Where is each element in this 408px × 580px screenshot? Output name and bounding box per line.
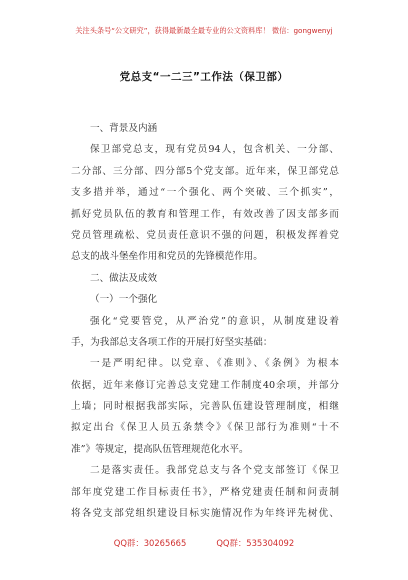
paragraph-line: 党员管理疏松、党员责任意识不强的问题，积极发挥着党 bbox=[71, 229, 339, 241]
document-title: 党总支“一二三”工作法（保卫部） bbox=[119, 71, 289, 83]
paragraph-line: 一是严明纪律。以党章、《准则》、《条例》为根本 bbox=[90, 358, 339, 370]
footer-qq-group-1: QQ群：30265665 bbox=[113, 538, 187, 548]
document-body bbox=[71, 118, 339, 524]
paragraph-line: 抓好党员队伍的教育和管理工作，有效改善了因支部多而 bbox=[71, 208, 339, 220]
footer-contacts bbox=[0, 537, 408, 549]
subsection-heading: （一）一个强化 bbox=[90, 294, 158, 306]
section-heading: 二、做法及成效 bbox=[90, 272, 158, 284]
paragraph-line: 依据，近年来修订完善总支党建工作制度40余项，并部分 bbox=[71, 379, 339, 391]
paragraph-line: 上墙；同时根据我部实际，完善队伍建设管理制度，相继 bbox=[71, 401, 339, 413]
paragraph-line: 拟定出台《保卫人员五条禁令》《保卫部行为准则“十不 bbox=[71, 422, 339, 434]
paragraph-line: 二分部、三分部、四分部5个党支部。近年来，保卫部党总 bbox=[71, 165, 339, 177]
paragraph-line: 将各党支部党组织建设目标实施情况作为年终评先树优、 bbox=[71, 508, 339, 520]
section-heading: 一、背景及内涵 bbox=[90, 123, 158, 134]
paragraph-line: 准”》等规定，提高队伍管理规范化水平。 bbox=[71, 443, 249, 455]
paragraph-line: 二是落实责任。我部党总支与各个党支部签订《保卫 bbox=[90, 465, 339, 477]
paragraph-line: 手，为我部总支各项工作的开展打好坚实基础： bbox=[71, 336, 273, 348]
paragraph-line: 部年度党建工作目标责任书》，严格党建责任制和问责制 bbox=[71, 486, 339, 498]
footer-qq-group-2: QQ群：535304092 bbox=[216, 538, 295, 548]
paragraph-line: 总支的战斗堡垒作用和党员的先锋模范作用。 bbox=[71, 251, 263, 263]
paragraph-line: 保卫部党总支，现有党员94人，包含机关、一分部、 bbox=[90, 144, 339, 156]
paragraph-line: 支多措并举，通过“一个强化、两个突破、三个抓实”， bbox=[71, 187, 339, 199]
paragraph-line: 强化“党要管党，从严治党”的意识，从制度建设着 bbox=[90, 315, 339, 327]
header-banner: 关注头条号“公文研究”，获得最新最全最专业的公文资料库！ 微信：gongwenyj bbox=[75, 26, 333, 35]
